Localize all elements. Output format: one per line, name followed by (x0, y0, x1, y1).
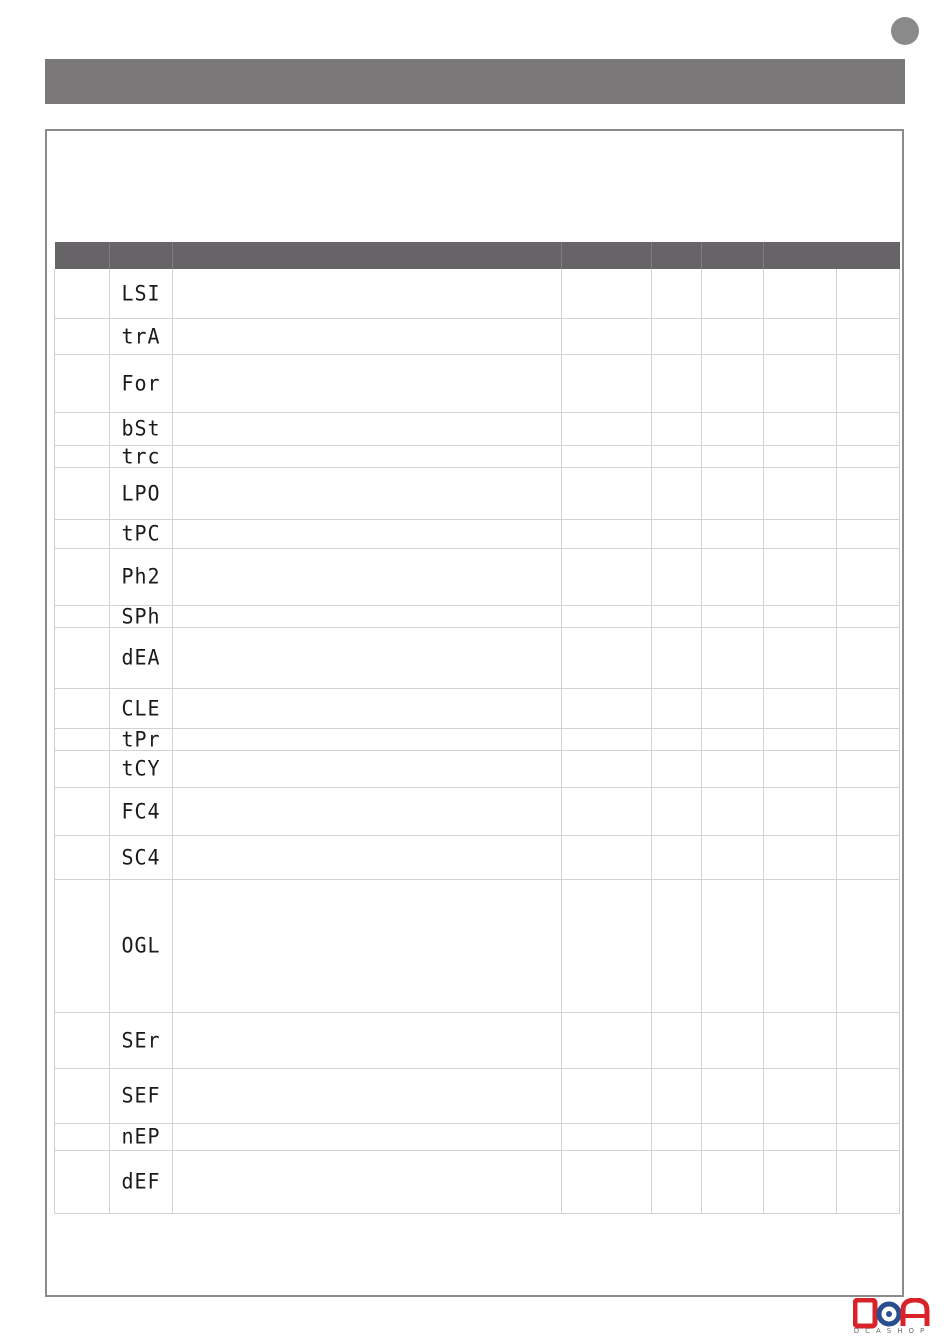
parameter-code: trA (121, 322, 161, 349)
table-cell (764, 1150, 837, 1213)
table-cell (652, 688, 702, 728)
table-row (55, 354, 900, 412)
table-cell (55, 354, 110, 412)
table-cell (702, 467, 764, 519)
table-cell (837, 467, 900, 519)
table-cell (55, 1150, 110, 1213)
header-cell (173, 242, 562, 269)
table-cell (702, 879, 764, 1012)
table-cell (173, 627, 562, 688)
table-cell (652, 354, 702, 412)
table-row (55, 750, 900, 787)
table-cell (652, 467, 702, 519)
table-cell (702, 688, 764, 728)
table-cell (652, 269, 702, 318)
table-cell (702, 835, 764, 879)
parameter-code: OGL (121, 932, 161, 958)
parameters-table (54, 242, 900, 1214)
table-cell (562, 1012, 652, 1068)
table-cell (55, 688, 110, 728)
table-row (55, 835, 900, 879)
table-cell (837, 835, 900, 879)
table-cell (562, 728, 652, 750)
table-cell (837, 548, 900, 605)
parameter-code-cell (110, 519, 173, 548)
table-cell (55, 1123, 110, 1150)
parameter-code: For (121, 369, 161, 396)
table-cell (173, 519, 562, 548)
table-cell (702, 318, 764, 354)
table-cell (702, 750, 764, 787)
table-cell (562, 1068, 652, 1123)
header-cell (652, 242, 702, 269)
table-cell (173, 605, 562, 627)
table-cell (702, 1068, 764, 1123)
table-cell (652, 1068, 702, 1123)
parameter-code: nEP (121, 1123, 161, 1149)
table-cell (837, 728, 900, 750)
parameter-code-cell (110, 548, 173, 605)
table-cell (837, 519, 900, 548)
table-cell (837, 445, 900, 467)
table-cell (652, 728, 702, 750)
parameter-code-cell (110, 688, 173, 728)
table-cell (702, 1123, 764, 1150)
section-title-bar (45, 59, 905, 104)
table-cell (764, 1123, 837, 1150)
table-cell (764, 354, 837, 412)
table-cell (562, 750, 652, 787)
header-cell (110, 242, 173, 269)
table-cell (562, 1150, 652, 1213)
table-cell (652, 605, 702, 627)
table-cell (562, 412, 652, 445)
parameter-code-cell (110, 879, 173, 1012)
table-cell (562, 548, 652, 605)
table-cell (562, 269, 652, 318)
table-cell (173, 879, 562, 1012)
table-row (55, 605, 900, 627)
table-cell (55, 879, 110, 1012)
table-cell (55, 1012, 110, 1068)
logo-brand-text: DCASHOP (853, 1327, 931, 1335)
table-cell (562, 835, 652, 879)
table-cell (764, 1012, 837, 1068)
table-cell (702, 519, 764, 548)
table-cell (173, 318, 562, 354)
table-cell (764, 1068, 837, 1123)
parameter-code-cell (110, 627, 173, 688)
table-cell (764, 445, 837, 467)
parameter-code-cell (110, 442, 173, 469)
table-cell (55, 728, 110, 750)
table-cell (764, 879, 837, 1012)
table-row (55, 879, 900, 1012)
parameter-code: FC4 (121, 797, 161, 824)
table-cell (837, 412, 900, 445)
table-cell (764, 787, 837, 835)
table-cell (764, 605, 837, 627)
table-cell (562, 627, 652, 688)
table-cell (837, 750, 900, 787)
table-cell (55, 835, 110, 879)
table-cell (702, 1012, 764, 1068)
table-cell (702, 627, 764, 688)
parameter-code: bSt (121, 415, 161, 441)
table-row (55, 1123, 900, 1150)
parameter-code: trc (121, 442, 161, 469)
table-cell (173, 269, 562, 318)
table-cell (702, 1150, 764, 1213)
table-cell (702, 548, 764, 605)
table-cell (764, 269, 837, 318)
table-cell (55, 750, 110, 787)
table-row (55, 728, 900, 750)
table-row (55, 412, 900, 445)
table-cell (652, 627, 702, 688)
table-cell (837, 787, 900, 835)
table-cell (764, 519, 837, 548)
header-cell (55, 242, 110, 269)
table-cell (55, 445, 110, 467)
table-cell (562, 1123, 652, 1150)
parameter-code: LPO (121, 479, 161, 506)
table-cell (173, 750, 562, 787)
table-cell (173, 787, 562, 835)
table-cell (652, 879, 702, 1012)
table-cell (562, 519, 652, 548)
table-cell (837, 879, 900, 1012)
table-cell (652, 787, 702, 835)
table-row (55, 318, 900, 354)
parameter-code-cell (110, 787, 173, 835)
parameter-code-cell (110, 318, 173, 354)
parameter-code: SEF (121, 1082, 161, 1108)
parameter-code: tPr (121, 725, 161, 752)
table-cell (173, 467, 562, 519)
header-cell (702, 242, 764, 269)
table-cell (837, 605, 900, 627)
table-cell (837, 688, 900, 728)
table-cell (837, 1012, 900, 1068)
table-cell (652, 1123, 702, 1150)
table-cell (837, 627, 900, 688)
table-cell (652, 519, 702, 548)
header-cell (764, 242, 900, 269)
header-cell (562, 242, 652, 269)
parameter-code-cell (110, 750, 173, 787)
table-cell (652, 1012, 702, 1068)
table-cell (173, 354, 562, 412)
table-cell (764, 412, 837, 445)
parameter-code: tPC (121, 520, 161, 546)
table-row (55, 548, 900, 605)
table-cell (173, 835, 562, 879)
table-cell (55, 787, 110, 835)
table-cell (702, 445, 764, 467)
table-row (55, 1012, 900, 1068)
parameter-code-cell (110, 835, 173, 879)
table-cell (173, 1068, 562, 1123)
parameter-code-cell (110, 1012, 173, 1068)
table-cell (173, 1150, 562, 1213)
table-cell (173, 548, 562, 605)
parameter-code-cell (110, 412, 173, 445)
parameter-code: CLE (121, 694, 161, 721)
table-cell (562, 354, 652, 412)
table-cell (173, 412, 562, 445)
table-cell (562, 879, 652, 1012)
table-cell (173, 1123, 562, 1150)
table-cell (764, 835, 837, 879)
parameter-code-cell (110, 1150, 173, 1213)
table-cell (55, 605, 110, 627)
table-cell (837, 354, 900, 412)
table-cell (55, 318, 110, 354)
table-row (55, 445, 900, 467)
table-cell (55, 412, 110, 445)
table-cell (173, 445, 562, 467)
table-cell (837, 1150, 900, 1213)
table-cell (652, 318, 702, 354)
table-cell (764, 467, 837, 519)
parameter-code: SC4 (121, 843, 161, 870)
table-row (55, 269, 900, 318)
parameter-code: LSI (121, 280, 161, 306)
table-header-row (55, 242, 900, 269)
parameter-code: dEF (121, 1168, 161, 1194)
table-cell (173, 728, 562, 750)
table-cell (652, 412, 702, 445)
parameter-code: Ph2 (121, 563, 161, 589)
parameter-code: dEA (121, 644, 161, 670)
parameter-code-cell (110, 354, 173, 412)
parameter-code-cell (110, 269, 173, 318)
table-cell (652, 750, 702, 787)
table-cell (562, 605, 652, 627)
table-cell (837, 269, 900, 318)
table-cell (55, 1068, 110, 1123)
parameter-code-cell (110, 467, 173, 519)
parameter-code: tCY (121, 755, 161, 781)
table-row (55, 519, 900, 548)
table-row (55, 1150, 900, 1213)
parameter-code-cell (110, 725, 173, 752)
table-cell (837, 1068, 900, 1123)
table-cell (562, 318, 652, 354)
table-cell (764, 728, 837, 750)
table-cell (173, 688, 562, 728)
table-cell (702, 412, 764, 445)
table-cell (702, 354, 764, 412)
table-cell (562, 467, 652, 519)
table-cell (652, 548, 702, 605)
table-cell (562, 445, 652, 467)
table-cell (764, 750, 837, 787)
table-cell (764, 627, 837, 688)
table-cell (562, 688, 652, 728)
table-cell (837, 1123, 900, 1150)
table-cell (837, 318, 900, 354)
parameter-code-cell (110, 1123, 173, 1150)
table-row (55, 787, 900, 835)
table-cell (562, 787, 652, 835)
table-cell (173, 1012, 562, 1068)
table-cell (702, 269, 764, 318)
table-cell (702, 787, 764, 835)
table-cell (702, 728, 764, 750)
table-cell (652, 835, 702, 879)
page-number-badge (891, 17, 919, 45)
table-cell (764, 318, 837, 354)
table-row (55, 467, 900, 519)
table-cell (652, 445, 702, 467)
table-cell (764, 548, 837, 605)
table-cell (702, 605, 764, 627)
table-cell (55, 467, 110, 519)
table-cell (652, 1150, 702, 1213)
table-row (55, 627, 900, 688)
parameter-code: SPh (121, 602, 161, 629)
table-cell (55, 269, 110, 318)
table-cell (55, 627, 110, 688)
table-cell (55, 548, 110, 605)
parameter-code-cell (110, 1068, 173, 1123)
table-row (55, 688, 900, 728)
parameter-code-cell (110, 602, 173, 629)
table-cell (55, 519, 110, 548)
parameter-code: SEr (121, 1026, 161, 1053)
table-row (55, 1068, 900, 1123)
table-cell (764, 688, 837, 728)
